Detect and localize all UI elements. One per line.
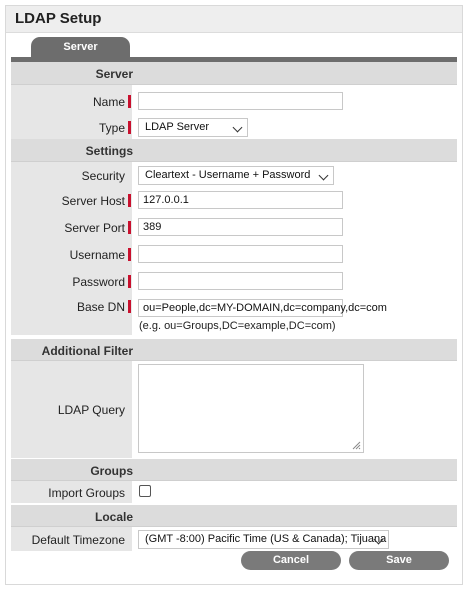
- section-groups: [11, 459, 457, 481]
- section-settings: [11, 139, 457, 162]
- type-label: Type: [98, 121, 125, 135]
- row-base-dn: [11, 295, 457, 335]
- username-input[interactable]: [138, 245, 343, 263]
- required-marker: [128, 300, 131, 313]
- section-additional-filter: [11, 339, 457, 361]
- default-timezone-label: Default Timezone: [31, 533, 125, 547]
- server-port-label: Server Port: [64, 221, 125, 235]
- required-marker: [128, 221, 131, 234]
- row-name: [11, 85, 457, 117]
- name-input[interactable]: [138, 92, 343, 110]
- chevron-down-icon: [233, 123, 243, 133]
- tab-server[interactable]: Server: [31, 37, 130, 57]
- server-port-input[interactable]: 389: [138, 218, 343, 236]
- section-title-locale: Locale: [94, 510, 133, 524]
- row-security: [11, 162, 457, 187]
- server-host-input[interactable]: 127.0.0.1: [138, 191, 343, 209]
- import-groups-label: Import Groups: [48, 486, 125, 500]
- base-dn-hint: (e.g. ou=Groups,DC=example,DC=com): [139, 320, 336, 332]
- base-dn-input[interactable]: ou=People,dc=MY-DOMAIN,dc=company,dc=com: [138, 299, 343, 317]
- password-input[interactable]: [138, 272, 343, 290]
- username-label: Username: [69, 248, 125, 262]
- row-default-timezone: [11, 527, 457, 551]
- server-host-label: Server Host: [61, 194, 125, 208]
- security-select-value: Cleartext - Username + Password: [145, 169, 311, 181]
- required-marker: [128, 248, 131, 261]
- row-type: [11, 117, 457, 139]
- section-title-server: Server: [95, 67, 133, 81]
- required-marker: [128, 275, 131, 288]
- name-label: Name: [92, 95, 125, 109]
- required-marker: [128, 121, 131, 134]
- ldap-query-textarea[interactable]: [138, 364, 364, 453]
- type-select[interactable]: [138, 118, 248, 137]
- row-password: [11, 268, 457, 295]
- import-groups-checkbox[interactable]: [139, 485, 151, 497]
- resize-grip-icon[interactable]: [352, 441, 361, 450]
- section-server: [11, 62, 457, 85]
- section-title-settings: Settings: [85, 144, 133, 158]
- row-server-host: [11, 187, 457, 214]
- panel-title: LDAP Setup: [15, 10, 102, 27]
- security-select[interactable]: [138, 166, 334, 185]
- default-timezone-select[interactable]: [138, 530, 389, 549]
- section-locale: [11, 505, 457, 527]
- ldap-query-label: LDAP Query: [57, 403, 125, 417]
- section-title-additional-filter: Additional Filter: [41, 344, 133, 358]
- save-button[interactable]: Save: [349, 551, 449, 570]
- chevron-down-icon: [319, 171, 329, 181]
- required-marker: [128, 194, 131, 207]
- password-label: Password: [72, 275, 125, 289]
- type-select-value: LDAP Server: [145, 121, 209, 133]
- cancel-button[interactable]: Cancel: [241, 551, 341, 570]
- required-marker: [128, 95, 131, 108]
- row-ldap-query: [11, 361, 457, 458]
- base-dn-label: Base DN: [76, 300, 125, 314]
- ldap-setup-panel: [5, 5, 463, 585]
- row-username: [11, 241, 457, 268]
- security-label: Security: [81, 169, 125, 183]
- row-import-groups: [11, 481, 457, 503]
- section-title-groups: Groups: [90, 464, 133, 478]
- row-server-port: [11, 214, 457, 241]
- panel-header: [6, 6, 462, 33]
- default-timezone-select-value: (GMT -8:00) Pacific Time (US & Canada); Tijuana: [145, 533, 387, 545]
